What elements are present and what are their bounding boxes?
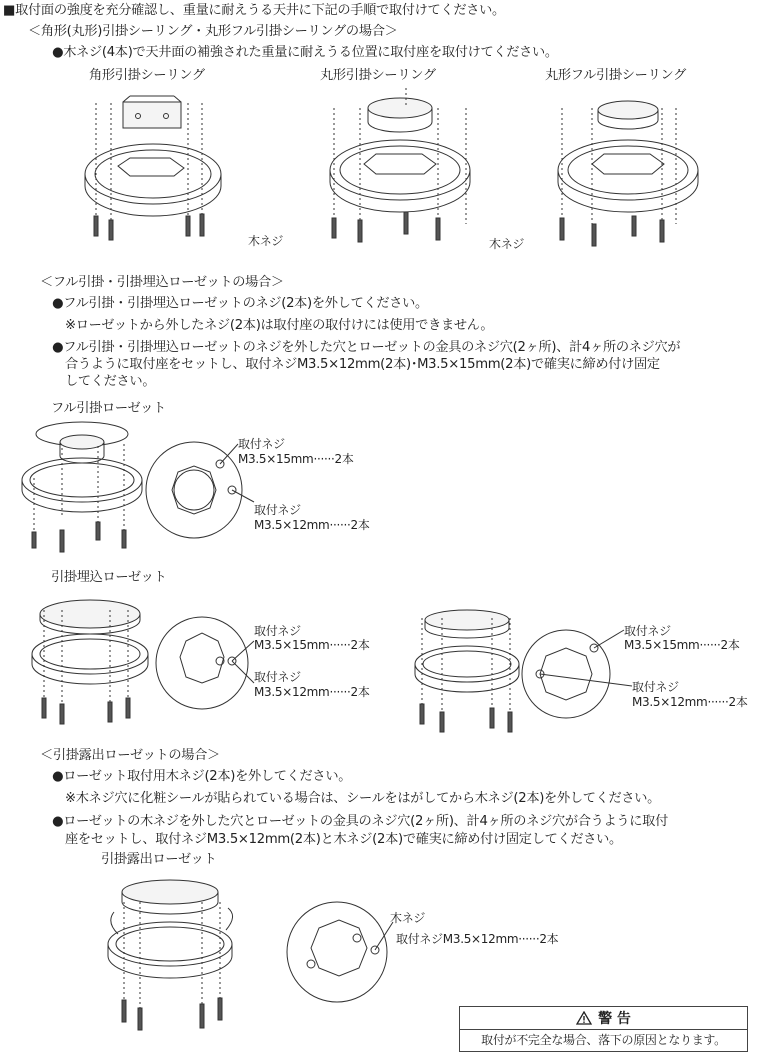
section2-bullet2-line2: 合うように取付座をセットし、取付ネジM3.5×12mm(2本)･M3.5×15mm(2本)で確実に締め付け固定: [65, 357, 660, 372]
full-rosette-diagram: [20, 418, 145, 558]
wood-screw-label: 木ネジ: [390, 911, 426, 925]
screw-label: 取付ネジ: [254, 670, 301, 684]
section3-bullet2-line2: 座をセットし、取付ネジM3.5×12mm(2本)と木ネジ(2本)で確実に締め付け固定してください。: [65, 832, 622, 847]
full-rosette-top-view: [144, 440, 244, 540]
fig-title-round-full-ceiling: 丸形フル引掛シーリング: [545, 68, 686, 83]
section2-note: ※ローゼットから外したネジ(2本)は取付座の取付けには使用できません。: [65, 318, 494, 333]
warning-box: [459, 1006, 748, 1052]
square-ceiling-diagram: [78, 88, 228, 253]
warning-header: [460, 1007, 747, 1030]
exposed-rosette-top-view: [285, 900, 390, 1005]
screw-spec-12: M3.5×12mm······2本: [254, 685, 370, 699]
warning-triangle-icon: [576, 1011, 592, 1025]
screw-spec-12: 取付ネジM3.5×12mm······2本: [396, 932, 559, 946]
fig-title-round-ceiling: 丸形引掛シーリング: [320, 68, 436, 83]
section2-bullet2-line3: してください。: [65, 374, 156, 389]
embedded-rosette-top-view-alt: [520, 628, 612, 720]
embedded-rosette-top-view: [156, 613, 248, 713]
section3-bullet1: ●ローゼット取付用木ネジ(2本)を外してください。: [52, 769, 352, 784]
screw-spec-15: M3.5×15mm······2本: [624, 638, 740, 652]
screw-label: 取付ネジ: [624, 624, 671, 638]
screw-spec-12: M3.5×12mm······2本: [632, 695, 748, 709]
embedded-rosette-diagram: [28, 590, 153, 725]
section2-heading: ＜フル引掛・引掛埋込ローゼットの場合＞: [40, 275, 284, 290]
screw-spec-15: M3.5×15mm······2本: [238, 452, 354, 466]
wood-screw-label: 木ネジ: [489, 237, 525, 251]
round-ceiling-diagram: [320, 88, 480, 253]
section3-note: ※木ネジ穴に化粧シールが貼られている場合は、シールをはがしてから木ネジ(2本)を外してください。: [65, 791, 661, 806]
wood-screw-label: 木ネジ: [248, 234, 284, 248]
embedded-rosette-diagram-alt: [412, 608, 522, 733]
section2-bullet2-line1: ●フル引掛・引掛埋込ローゼットのネジを外した穴とローゼットの金具のネジ穴(2ヶ所)、計4ヶ所のネジ穴が: [52, 340, 681, 355]
fig-title-embedded-rosette: 引掛埋込ローゼット: [51, 570, 167, 585]
fig-title-square-ceiling: 角形引掛シーリング: [89, 68, 205, 83]
screw-label: 取付ネジ: [238, 437, 285, 451]
warning-text: 取付が不完全な場合、落下の原因となります。: [481, 1033, 726, 1047]
intro-text: ■取付面の強度を充分確認し、重量に耐えうる天井に下記の手順で取付けてください。: [3, 3, 505, 18]
section1-heading: ＜角形(丸形)引掛シーリング・丸形フル引掛シーリングの場合＞: [28, 24, 398, 39]
screw-spec-15: M3.5×15mm······2本: [254, 638, 370, 652]
fig-title-exposed-rosette: 引掛露出ローゼット: [101, 852, 217, 867]
warning-title: 警 告: [598, 1011, 631, 1027]
section3-heading: ＜引掛露出ローゼットの場合＞: [40, 748, 220, 763]
exposed-rosette-diagram: [104, 872, 239, 1032]
screw-spec-12: M3.5×12mm······2本: [254, 518, 370, 532]
section2-bullet1: ●フル引掛・引掛埋込ローゼットのネジ(2本)を外してください。: [52, 296, 428, 311]
screw-label: 取付ネジ: [254, 624, 301, 638]
screw-label: 取付ネジ: [254, 503, 301, 517]
fig-title-full-rosette: フル引掛ローゼット: [51, 401, 166, 416]
round-full-ceiling-diagram: [548, 88, 708, 253]
screw-label: 取付ネジ: [632, 680, 679, 694]
section3-bullet2-line1: ●ローゼットの木ネジを外した穴とローゼットの金具のネジ穴(2ヶ所)、計4ヶ所のネジ穴が合うように取付: [52, 814, 668, 829]
section1-bullet: ●木ネジ(4本)で天井面の補強された重量に耐えうる位置に取付座を取付けてください。: [52, 45, 558, 60]
